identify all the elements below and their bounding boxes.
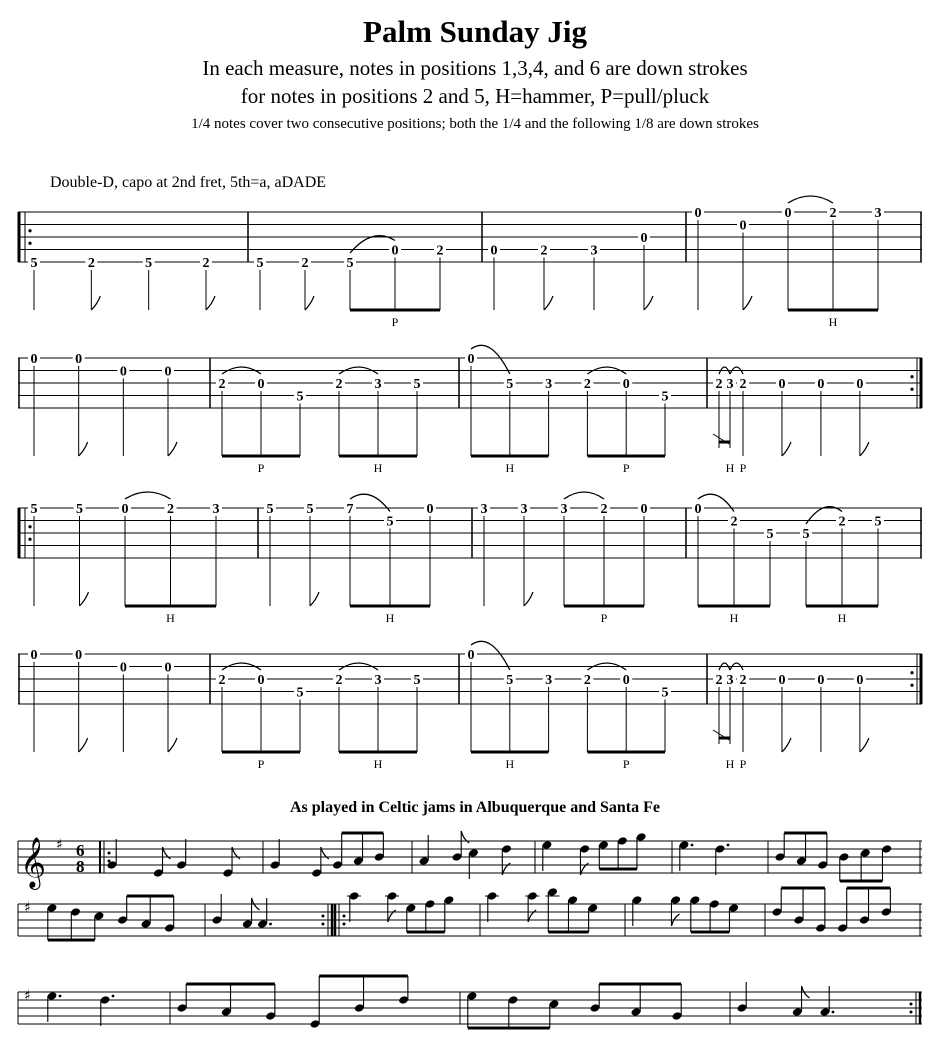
technique-label: P (622, 461, 630, 475)
fret-number: 2 (335, 377, 343, 392)
page-title: Palm Sunday Jig (363, 14, 587, 49)
fret-number: 0 (490, 243, 498, 259)
fret-number: 5 (306, 502, 314, 517)
fret-number: 0 (817, 673, 825, 688)
fret-number: 5 (296, 685, 304, 701)
fret-number: 2 (583, 377, 591, 392)
staff-system (18, 831, 922, 890)
fret-number: 5 (296, 389, 304, 405)
fret-number: 2 (829, 206, 837, 221)
technique-label: P (391, 315, 399, 329)
repeat-dot (322, 915, 325, 918)
jam-caption: As played in Celtic jams in Albuquerque and Santa Fe (290, 799, 660, 816)
fret-number: 0 (75, 648, 83, 663)
instruction-line-1: In each measure, notes in positions 1,3,4, and 6 are down strokes (202, 56, 748, 80)
fret-number: 2 (87, 256, 95, 271)
fret-number: 0 (257, 377, 265, 392)
fret-number: 5 (30, 502, 38, 517)
fret-number: 3 (374, 673, 382, 688)
key-signature-sharp-icon: ♯ (24, 988, 31, 1004)
fret-number: 2 (838, 514, 846, 530)
fret-number: 3 (374, 377, 382, 392)
fret-number: 5 (346, 256, 354, 271)
fret-number: 5 (256, 256, 264, 271)
fret-number: 5 (413, 673, 421, 688)
fret-number: 0 (426, 502, 434, 517)
fret-number: 2 (202, 256, 210, 271)
fret-number: 0 (694, 206, 702, 221)
fret-number: 0 (391, 243, 399, 259)
dot (112, 995, 115, 998)
fret-number: 3 (726, 673, 734, 688)
fret-number: 0 (817, 377, 825, 392)
fret-number: 0 (694, 502, 702, 517)
tuning-note: Double-D, capo at 2nd fret, 5th=a, aDADE (50, 174, 327, 191)
repeat-dot (910, 1003, 913, 1006)
repeat-dot (108, 860, 111, 863)
fret-number: 0 (640, 502, 648, 517)
technique-label: H (725, 757, 735, 771)
dot (832, 1011, 835, 1014)
fret-number: 2 (739, 673, 747, 688)
fret-number: 5 (386, 514, 394, 530)
dot (727, 844, 730, 847)
technique-label: H (505, 757, 515, 771)
fret-number: 3 (480, 502, 488, 517)
time-signature-top: 6 (76, 841, 85, 860)
dot (269, 923, 272, 926)
fret-number: 3 (212, 502, 220, 517)
fret-number: 3 (545, 377, 553, 392)
technique-label: P (622, 757, 630, 771)
fret-number: 3 (545, 673, 553, 688)
fret-number: 5 (145, 256, 153, 271)
time-signature-bottom: 8 (76, 857, 85, 876)
fret-number: 0 (467, 352, 475, 367)
fret-number: 0 (467, 648, 475, 663)
staff-system (18, 976, 922, 1029)
fret-number: 2 (218, 377, 226, 392)
fret-number: 3 (590, 243, 598, 259)
fret-number: 0 (739, 218, 747, 234)
fret-number: 2 (715, 377, 723, 392)
fret-number: 5 (413, 377, 421, 392)
technique-label: H (828, 315, 838, 329)
technique-label: P (739, 757, 747, 771)
repeat-dot (343, 923, 346, 926)
fret-number: 2 (436, 243, 444, 259)
fret-number: 5 (661, 685, 669, 701)
fret-number: 2 (540, 243, 548, 259)
fret-number: 7 (346, 502, 354, 517)
technique-label: H (373, 461, 383, 475)
fret-number: 0 (164, 660, 172, 676)
technique-label: P (739, 461, 747, 475)
technique-label: H (837, 611, 847, 625)
fret-number: 0 (640, 231, 648, 246)
fret-number: 0 (622, 673, 630, 688)
fret-number: 5 (802, 527, 810, 542)
repeat-dot (322, 923, 325, 926)
technique-label: H (373, 757, 383, 771)
fret-number: 5 (874, 514, 882, 530)
technique-label: P (600, 611, 608, 625)
treble-clef-icon: 𝄞 (20, 837, 47, 888)
fret-number: 5 (76, 502, 83, 517)
fret-number: 5 (506, 673, 514, 688)
technique-label: H (505, 461, 515, 475)
fret-number: 3 (520, 502, 528, 517)
key-signature-sharp-icon: ♯ (24, 900, 31, 916)
technique-label: H (725, 461, 735, 475)
fret-number: 5 (661, 389, 669, 405)
technique-label: P (257, 757, 265, 771)
key-signature-sharp-icon: ♯ (56, 837, 63, 853)
fret-number: 2 (167, 502, 174, 517)
fret-number: 5 (506, 377, 514, 392)
fret-number: 3 (874, 206, 882, 221)
fret-number: 3 (726, 377, 734, 392)
fret-number: 2 (583, 673, 591, 688)
technique-label: H (166, 611, 175, 625)
repeat-dot (108, 852, 111, 855)
fret-number: 5 (30, 256, 38, 271)
dot (691, 844, 694, 847)
fret-number: 2 (730, 514, 738, 530)
fret-number: 0 (778, 377, 786, 392)
fret-number: 0 (75, 352, 83, 367)
fret-number: 0 (119, 660, 127, 676)
fret-number: 0 (164, 364, 172, 380)
fret-number: 0 (30, 648, 38, 663)
fret-number: 3 (560, 502, 568, 517)
fret-number: 2 (218, 673, 226, 688)
fret-number: 0 (778, 673, 786, 688)
repeat-dot (910, 1011, 913, 1014)
technique-label: H (385, 611, 395, 625)
fret-number: 2 (739, 377, 747, 392)
repeat-dot (343, 915, 346, 918)
technique-label: P (257, 461, 265, 475)
fret-number: 0 (30, 352, 38, 367)
fret-number: 2 (335, 673, 343, 688)
staff-system (18, 887, 922, 940)
fret-number: 2 (715, 673, 723, 688)
technique-label: H (729, 611, 739, 625)
fret-number: 2 (301, 256, 309, 271)
fret-number: 0 (121, 502, 129, 517)
fret-number: 0 (119, 364, 127, 380)
fret-number: 5 (266, 502, 274, 517)
fret-number: 5 (766, 527, 774, 542)
fret-number: 2 (600, 502, 608, 517)
instruction-line-3: 1/4 notes cover two consecutive positions; both the 1/4 and the following 1/8 are down strokes (191, 116, 759, 132)
dot (59, 995, 62, 998)
fret-number: 0 (784, 206, 792, 221)
instruction-line-2: for notes in positions 2 and 5, H=hammer, P=pull/pluck (240, 84, 710, 108)
fret-number: 0 (622, 377, 630, 392)
fret-number: 0 (257, 673, 265, 688)
fret-number: 0 (856, 377, 864, 392)
fret-number: 0 (856, 673, 864, 688)
